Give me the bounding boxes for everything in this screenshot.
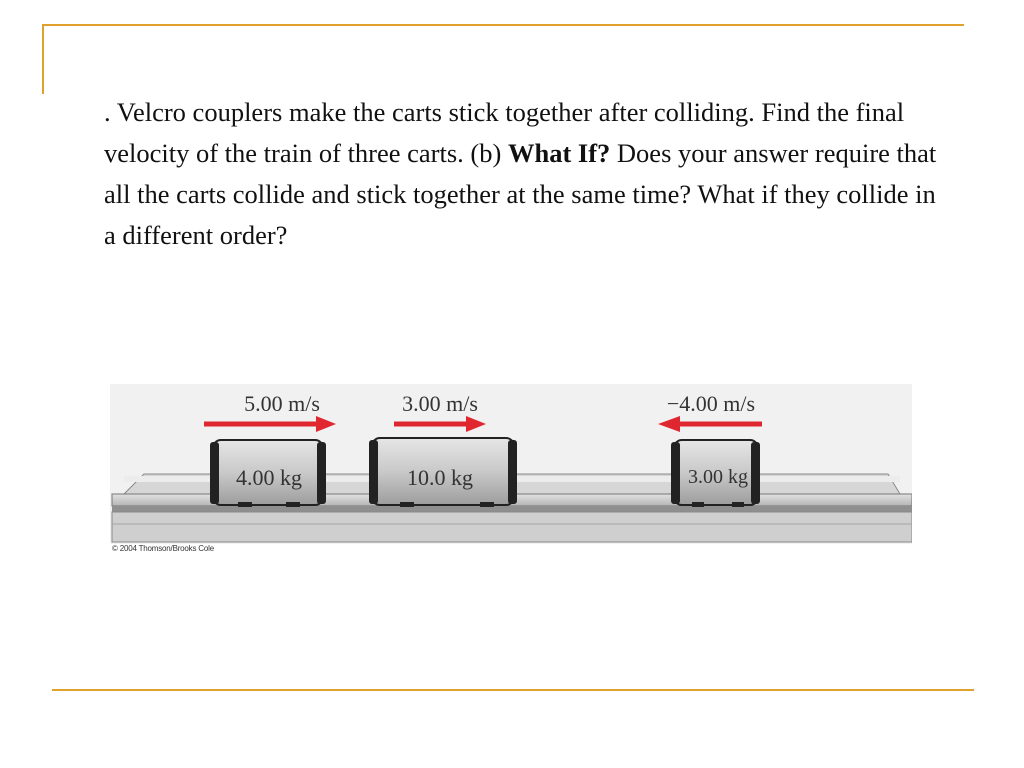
what-if-label: What If?: [507, 138, 611, 168]
cart-2-mass: 10.0 kg: [407, 465, 473, 490]
cart-3-mass: 3.00 kg: [688, 466, 748, 488]
cart-2-velocity: 3.00 m/s: [402, 391, 478, 416]
copyright-credit: © 2004 Thomson/Brooks Cole: [112, 544, 214, 553]
bottom-accent-line: [52, 689, 974, 691]
problem-rest: Does your answer require that all the carts collide and stick together at the same time? What if they collide in a different order?: [104, 138, 937, 250]
carts-figure: [110, 384, 912, 556]
cart-1-mass: 4.00 kg: [236, 465, 302, 490]
cart-3-velocity: −4.00 m/s: [666, 391, 756, 416]
cart-3: [658, 391, 762, 507]
left-accent-line: [42, 24, 44, 94]
cart-1-velocity: 5.00 m/s: [244, 391, 320, 416]
carts-illustration: [110, 384, 912, 556]
problem-intro: . Velcro couplers make the carts stick together after colliding. Find the final velocity of the train of three carts. (b): [104, 97, 905, 168]
top-accent-line: [42, 24, 964, 26]
problem-text: [104, 92, 954, 256]
